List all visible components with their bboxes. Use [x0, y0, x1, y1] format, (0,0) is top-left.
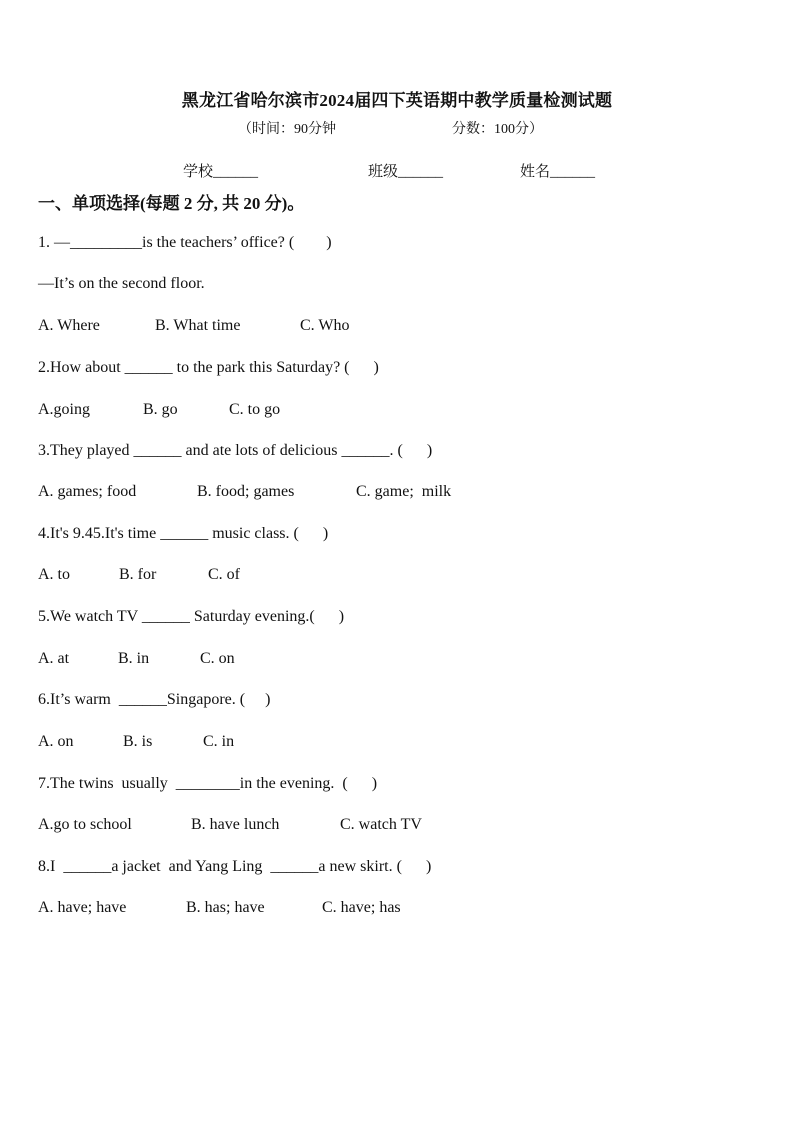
question-4-stem: 4.It's 9.45.It's time ______ music class. ( ) [38, 525, 329, 542]
question-4-options [38, 565, 738, 585]
option-a: A.go to school [38, 816, 132, 833]
option-c: C. have; has [322, 899, 401, 916]
option-a: A.going [38, 401, 90, 418]
option-a: A. to [38, 566, 70, 583]
question-7-stem: 7.The twins usually ________in the evening. ( ) [38, 775, 378, 792]
question-6-stem: 6.It’s warm ______Singapore. ( ) [38, 691, 271, 708]
school-field: 学校______ [183, 164, 259, 180]
exam-meta [0, 118, 794, 138]
question-7-options [38, 815, 738, 835]
option-b: B. have lunch [191, 816, 280, 833]
option-c: C. Who [300, 317, 350, 334]
question-1-stem: 1. —_________is the teachers’ office? ( ) [38, 234, 332, 251]
name-field: 姓名______ [520, 164, 596, 180]
question-3-stem: 3.They played ______ and ate lots of delicious ______. ( ) [38, 442, 433, 459]
question-1-extra: —It’s on the second floor. [38, 275, 205, 292]
option-a: A. have; have [38, 899, 127, 916]
option-b: B. is [123, 733, 153, 750]
question-3-options [38, 482, 738, 502]
option-b: B. What time [155, 317, 241, 334]
option-b: B. in [118, 650, 150, 667]
option-c: C. to go [229, 401, 281, 418]
option-a: A. games; food [38, 483, 137, 500]
option-b: B. for [119, 566, 157, 583]
question-2-stem: 2.How about ______ to the park this Saturday? ( ) [38, 359, 379, 376]
question-6-options [38, 732, 738, 752]
question-8-stem: 8.I ______a jacket and Yang Ling ______a new skirt. ( ) [38, 858, 432, 875]
question-8-options [38, 898, 738, 918]
option-c: C. of [208, 566, 240, 583]
question-5-options [38, 649, 738, 669]
option-c: C. game; milk [356, 483, 452, 500]
option-c: C. in [203, 733, 235, 750]
option-b: B. food; games [197, 483, 295, 500]
page-title: 黑龙江省哈尔滨市2024届四下英语期中教学质量检测试题 [181, 91, 613, 110]
option-a: A. on [38, 733, 74, 750]
option-a: A. Where [38, 317, 100, 334]
question-1-options [38, 316, 738, 336]
class-field: 班级______ [368, 164, 444, 180]
option-c: C. watch TV [340, 816, 422, 833]
question-2-options [38, 400, 738, 420]
student-info [0, 160, 794, 180]
section-title: 一、单项选择(每题 2 分, 共 20 分)。 [38, 194, 305, 213]
option-b: B. has; have [186, 899, 265, 916]
option-c: C. on [200, 650, 235, 667]
exam-time: （时间：90分钟 [238, 122, 336, 137]
option-b: B. go [143, 401, 178, 418]
question-5-stem: 5.We watch TV ______ Saturday evening.( ) [38, 608, 345, 625]
option-a: A. at [38, 650, 70, 667]
exam-score: 分数：100分） [452, 122, 543, 137]
